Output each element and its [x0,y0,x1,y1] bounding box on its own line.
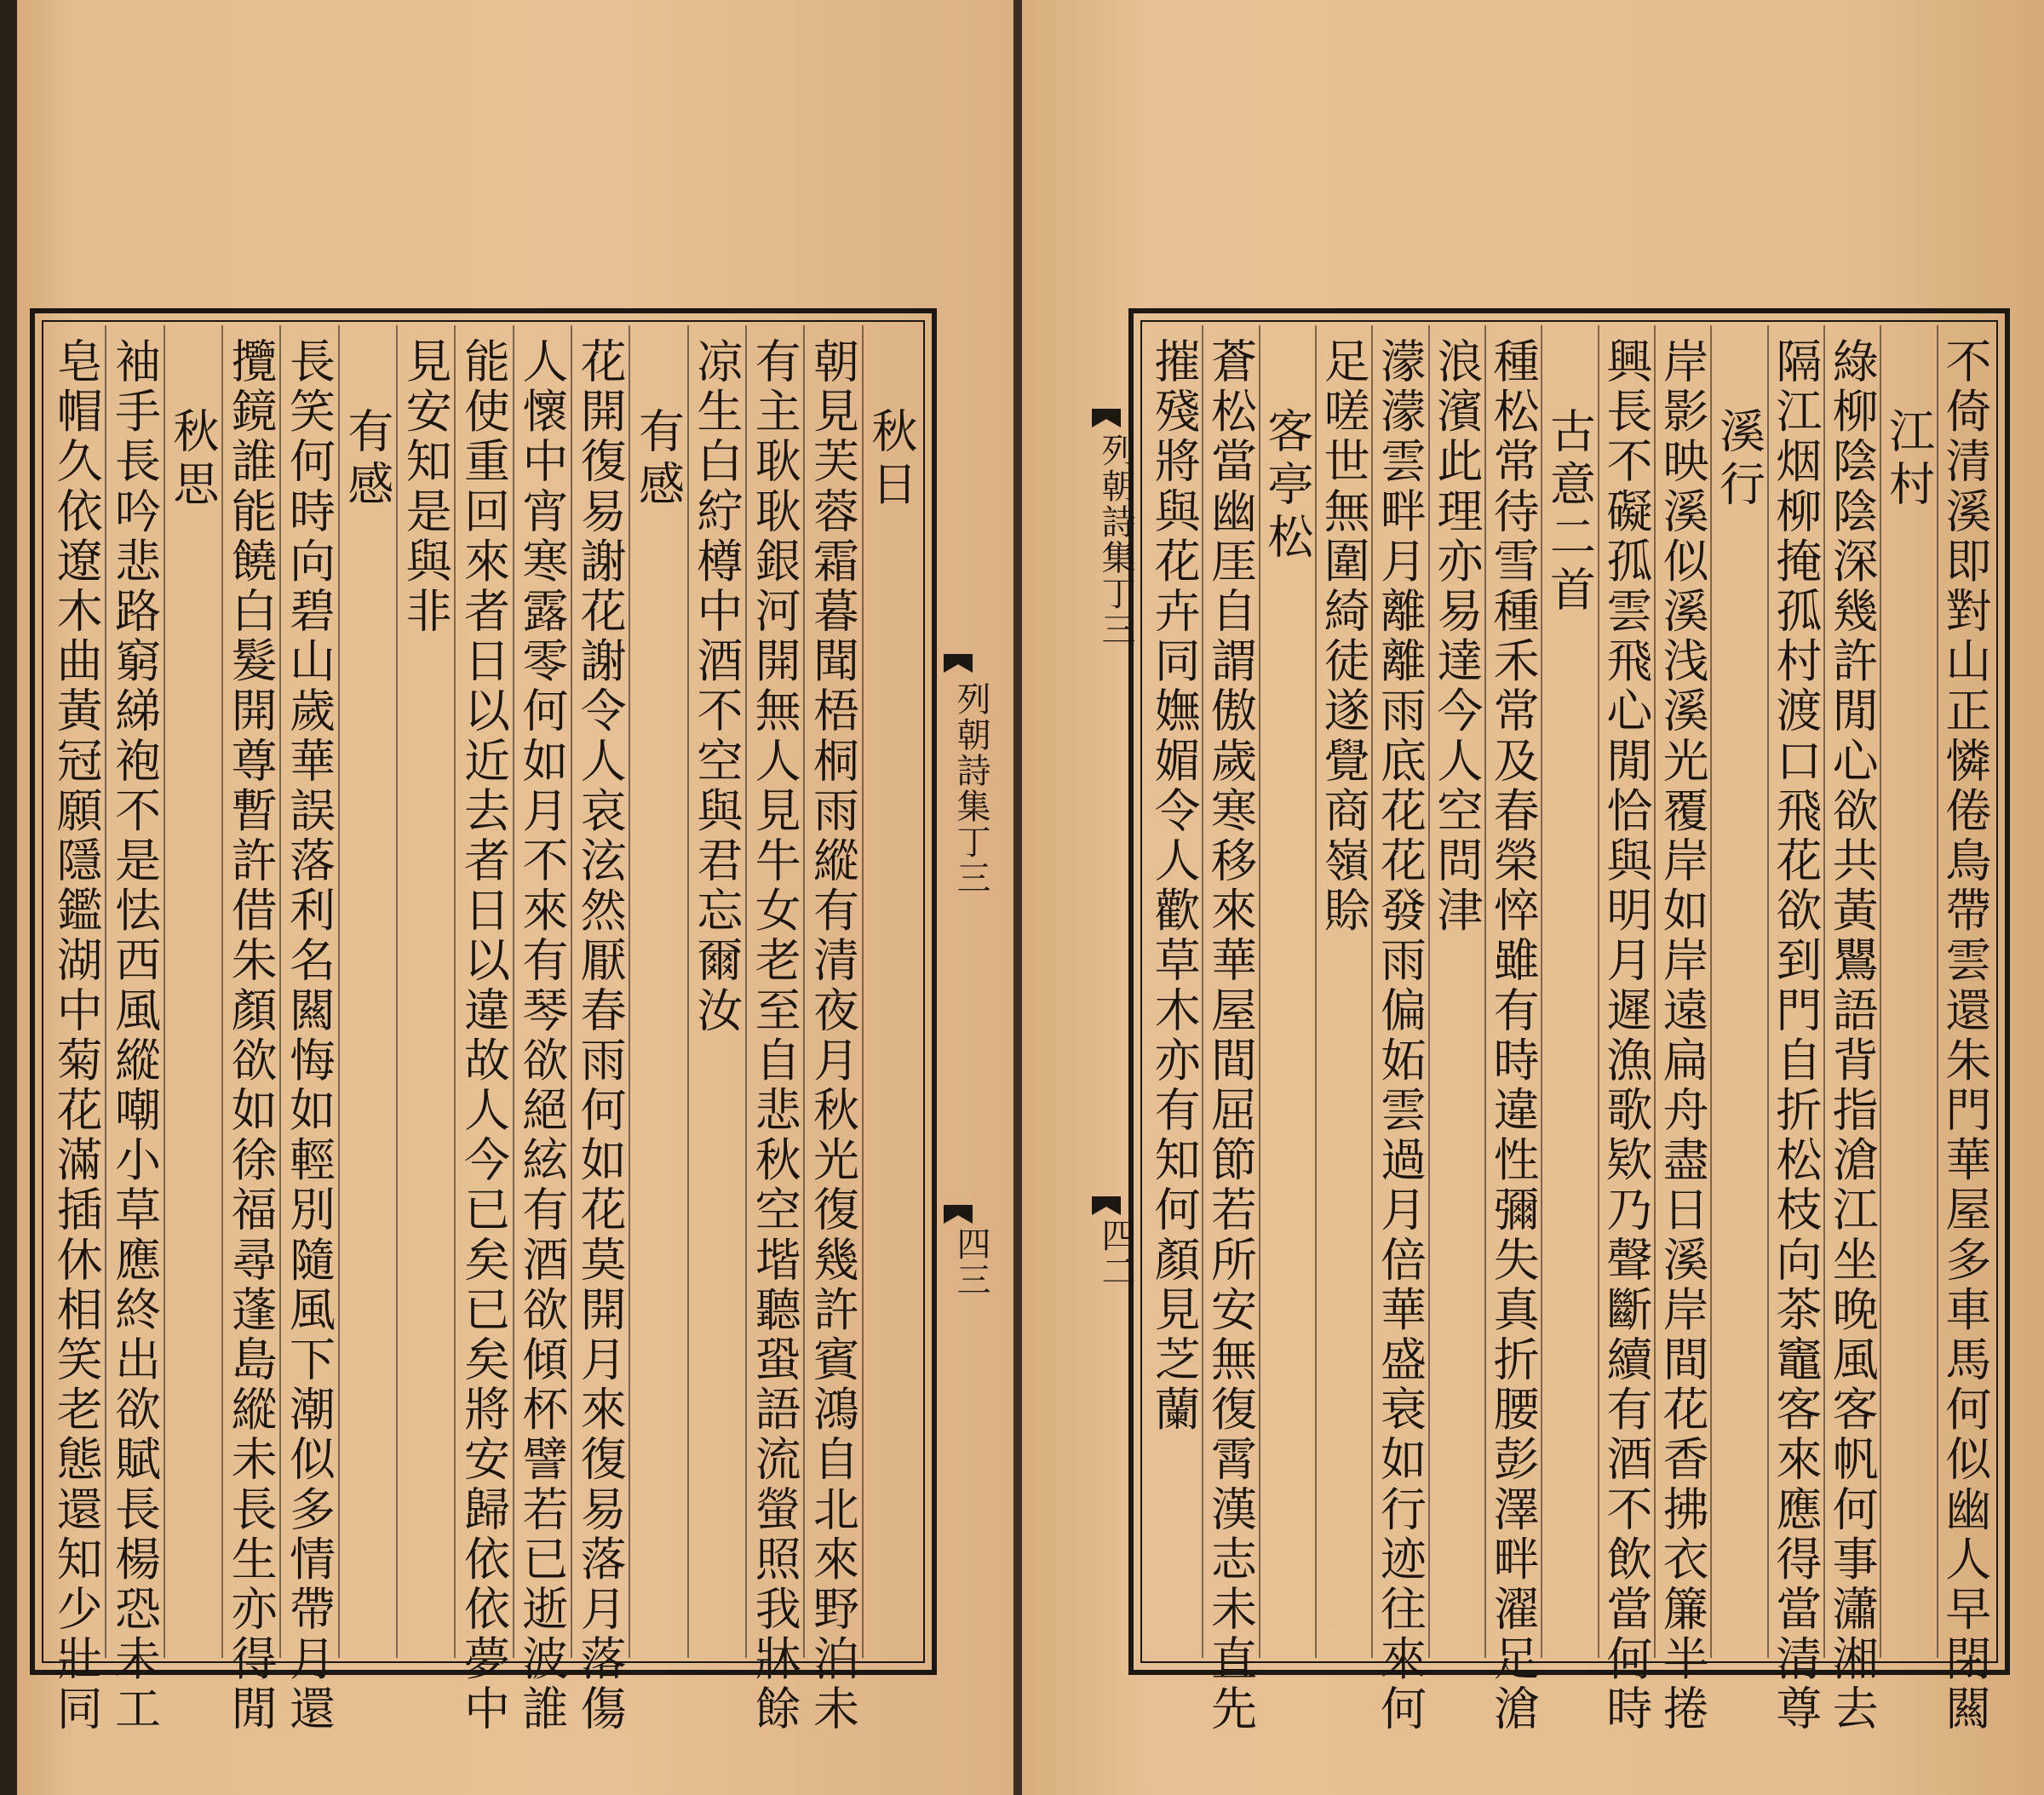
left-column-rule [164,325,165,1658]
left-column-11: 長笑何時向碧山歲華誤落利名闗悔如輕別隨風下潮似多情帶月還 [282,337,336,1735]
right-column-6: 岸影映溪似溪浅溪光覆岸如岸遠扁舟盡日溪岸間花香拂衣簾半捲 [1656,337,1710,1735]
right-column-8: 古意二首 [1542,407,1597,618]
right-column-5: 溪行 [1712,407,1766,513]
left-column-3: 有主耿耿銀河開無人見牛女老至自悲秋空堦聽蛩語流螢照我牀餘 [748,337,802,1735]
right-page-frame [1128,308,2010,1735]
right-column-2: 江村 [1881,407,1936,513]
left-column-7: 人懷中宵寒露零何如月不來有琴欲絕絃有酒欲傾杯譬若已逝波誰 [514,337,569,1735]
right-column-rule [1202,325,1203,1658]
left-column-rule [338,325,340,1658]
left-page-frame [30,308,937,1735]
right-column-rule [1823,325,1825,1658]
right-column-11: 濛濛雲畔月離離雨底花花發雨偏妬雲過月倍華盛衰如行迹往來何 [1373,337,1427,1735]
right-column-rule [1937,325,1938,1658]
left-column-rule [279,325,281,1658]
left-column-rule [454,325,456,1658]
left-column-rule [105,325,106,1658]
right-column-rule [1598,325,1599,1658]
right-margin-folio: 四二 [1096,1218,1135,1289]
left-column-10: 有感 [340,407,394,513]
right-column-15: 摧殘將與花卉同嫵媚令人歡草木亦有知何顏見芝蘭 [1147,337,1202,1436]
left-column-rule [862,325,864,1658]
left-column-9: 見安知是與非 [399,337,453,637]
left-column-1: 秋日 [864,407,918,513]
left-column-rule [221,325,223,1658]
book-gutter [1013,0,1022,1795]
right-column-9: 種松常待雪種禾常及春榮悴雖有時違性彌失真折腰彭澤畔濯足滄 [1486,337,1541,1735]
left-column-rule [571,325,572,1658]
left-column-14: 袖手長吟悲路窮綈袍不是怯西風縱嘲小草應終出欲賦長楊恐未工 [107,337,162,1735]
right-column-rule [1484,325,1486,1658]
left-column-rule [803,325,805,1658]
right-column-10: 浪濱此理亦易達今人空問津 [1429,337,1484,937]
left-column-8: 能使重回來者日以近去者日以違故人今已矣已矣將安歸依依夢中 [456,337,511,1735]
right-column-rule [1371,325,1373,1658]
right-column-rule [1710,325,1712,1658]
right-margin-title: 列朝詩集丁三 [1096,433,1135,647]
right-column-rule [1541,325,1542,1658]
right-column-12: 足嗟世無圍綺徒遂覺商嶺賒 [1317,337,1371,937]
right-column-7: 興長不礙孤雲飛心閒恰與明月遲漁歌欵乃聲斷續有酒不飲當何時 [1599,337,1653,1735]
right-column-rule [1428,325,1430,1658]
left-column-rule [513,325,514,1658]
left-column-5: 有感 [631,407,686,513]
right-column-14: 蒼松當幽厓自謂傲歲寒移來華屋間屈節若所安無復霄漢志未直先 [1203,337,1258,1735]
right-column-rule [1880,325,1881,1658]
left-column-rule [396,325,398,1658]
left-margin-title: 列朝詩集丁三 [951,681,990,896]
left-column-2: 朝見芙蓉霜暮聞梧桐雨縱有清夜月秋光復幾許賓鴻自北來野泊未 [806,337,860,1735]
left-column-13: 秋思 [165,407,220,513]
right-column-rule [1767,325,1769,1658]
left-column-12: 攬鏡誰能饒白髮開尊暫許借朱顏欲如徐福尋蓬島縱未長生亦得閒 [224,337,278,1735]
right-column-rule [1654,325,1656,1658]
left-column-4: 凉生白紵樽中酒不空與君忘爾汝 [689,337,744,1036]
right-column-3: 綠柳陰陰深幾許閒心欲共黃鸎語背指滄江坐晚風客帆何事瀟湘去 [1825,337,1880,1735]
left-column-rule [745,325,747,1658]
left-column-rule [687,325,689,1658]
left-column-15: 皂帽久依遼木曲黃冠願隱鑑湖中菊花滿插休相笑老態還知少壯同 [49,337,104,1735]
right-column-13: 客亭松 [1260,407,1314,565]
right-column-4: 隔江烟柳掩孤村渡口飛花欲到門自折松枝向茶竈客來應得當清尊 [1768,337,1823,1735]
right-column-rule [1315,325,1317,1658]
left-column-6: 花開復易謝花謝令人哀泫然厭春雨何如花莫開月來復易落月落傷 [573,337,628,1735]
left-margin-folio: 四三 [951,1226,990,1298]
left-column-rule [629,325,630,1658]
right-column-1: 不倚清溪即對山正憐倦鳥帶雲還朱門華屋多車馬何似幽人早閉闗 [1938,337,1992,1735]
right-column-rule [1259,325,1260,1658]
